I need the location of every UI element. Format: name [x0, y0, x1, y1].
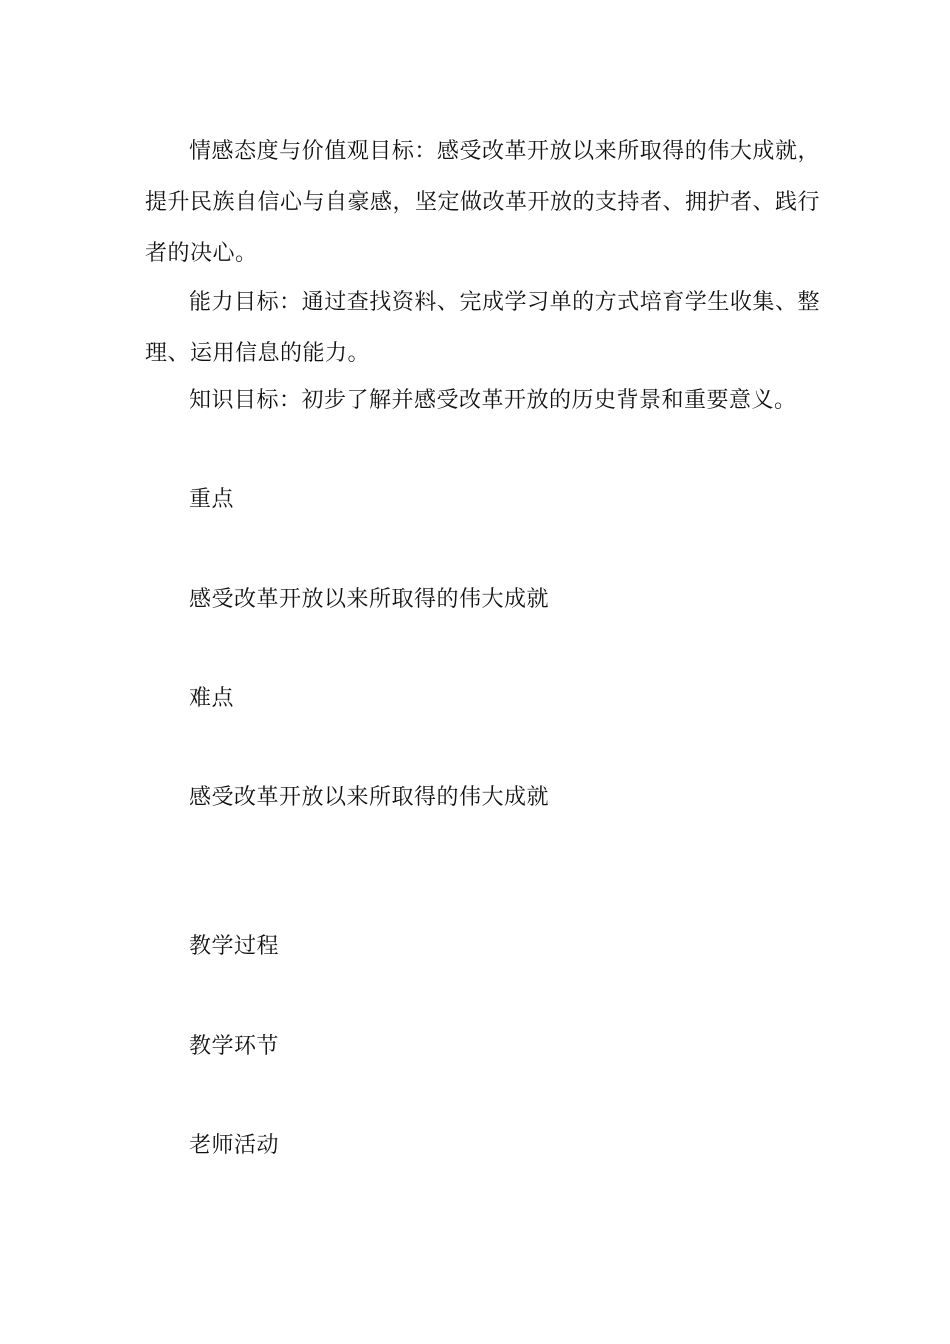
key-point-heading: 重点 — [189, 487, 235, 512]
objective-ability-paragraph: 能力目标：通过查找资料、完成学习单的方式培育学生收集、整理、运用信息的能力。 — [145, 290, 820, 366]
teacher-activity-heading: 老师活动 — [189, 1133, 280, 1158]
teaching-process-heading: 教学过程 — [189, 934, 280, 959]
objective-emotion-paragraph: 情感态度与价值观目标：感受改革开放以来所取得的伟大成就，提升民族自信心与自豪感，坚定做改革开放的支持者、拥护者、践行者的决心。 — [145, 139, 821, 266]
difficult-point-text: 感受改革开放以来所取得的伟大成就 — [189, 785, 550, 810]
difficult-point-heading: 难点 — [189, 686, 235, 711]
key-point-text: 感受改革开放以来所取得的伟大成就 — [189, 587, 550, 612]
objective-knowledge-paragraph: 知识目标：初步了解并感受改革开放的历史背景和重要意义。 — [189, 388, 797, 413]
teaching-step-heading: 教学环节 — [189, 1034, 280, 1059]
